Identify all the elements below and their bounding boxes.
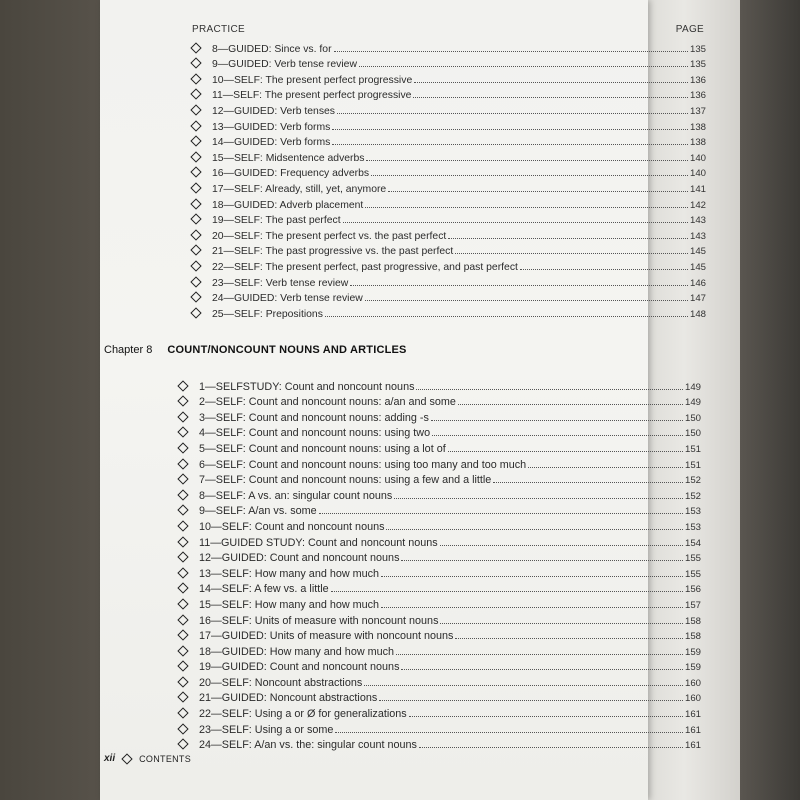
dot-leader — [319, 513, 683, 514]
toc-entry — [177, 533, 701, 549]
entry-page-number: 147 — [689, 293, 706, 305]
chapter-heading — [104, 344, 407, 356]
entry-label: 9—GUIDED: Verb tense review — [212, 59, 357, 71]
practice-list-chapter-8 — [177, 377, 701, 751]
diamond-icon — [190, 104, 201, 115]
dot-leader — [350, 285, 688, 286]
dot-leader — [431, 420, 683, 421]
diamond-icon — [177, 661, 188, 672]
diamond-icon — [190, 167, 201, 178]
dot-leader — [365, 207, 688, 208]
entry-page-number: 151 — [684, 443, 701, 455]
dot-leader — [440, 545, 683, 546]
dot-leader — [394, 498, 683, 499]
dot-leader — [413, 97, 688, 98]
toc-entry — [177, 486, 701, 502]
chapter-title: COUNT/NONCOUNT NOUNS AND ARTICLES — [167, 344, 407, 356]
entry-label: 19—SELF: The past perfect — [212, 215, 341, 227]
dot-leader — [379, 700, 683, 701]
entry-label: 10—SELF: Count and noncount nouns — [199, 520, 385, 533]
diamond-icon — [177, 739, 188, 750]
entry-label: 23—SELF: Using a or some — [199, 723, 334, 736]
diamond-icon — [190, 245, 201, 256]
entry-page-number: 149 — [684, 397, 701, 409]
diamond-icon — [177, 427, 188, 438]
dot-leader — [331, 591, 683, 592]
dot-leader — [455, 638, 683, 639]
toc-entry — [190, 226, 706, 242]
toc-entry — [177, 736, 701, 752]
entry-page-number: 136 — [689, 74, 706, 86]
entry-page-number: 161 — [684, 740, 701, 752]
dot-leader — [419, 747, 683, 748]
entry-page-number: 135 — [689, 43, 706, 55]
toc-entry — [190, 289, 706, 305]
entry-page-number: 143 — [689, 230, 706, 242]
running-footer-contents: CONTENTS — [139, 753, 192, 764]
dot-leader — [440, 623, 683, 624]
dot-leader — [343, 222, 688, 223]
column-header-row — [192, 24, 704, 38]
diamond-icon — [177, 598, 188, 609]
toc-entry — [177, 704, 701, 720]
toc-entry — [190, 242, 706, 258]
toc-entry — [190, 70, 706, 86]
entry-page-number: 150 — [684, 428, 701, 440]
dot-leader — [409, 716, 683, 717]
diamond-icon — [177, 583, 188, 594]
entry-label: 24—GUIDED: Verb tense review — [212, 293, 363, 305]
diamond-icon — [177, 723, 188, 734]
dot-leader — [386, 529, 683, 530]
diamond-icon — [190, 291, 201, 302]
dot-leader — [416, 389, 683, 390]
entry-page-number: 153 — [684, 506, 701, 518]
diamond-icon — [190, 89, 201, 100]
entry-label: 14—GUIDED: Verb forms — [212, 137, 331, 149]
dot-leader — [371, 175, 688, 176]
entry-label: 25—SELF: Prepositions — [212, 308, 323, 320]
dot-leader — [366, 160, 688, 161]
toc-entry — [177, 689, 701, 705]
book-page — [100, 0, 706, 800]
entry-label: 9—SELF: A/an vs. some — [199, 505, 317, 518]
entry-page-number: 136 — [689, 90, 706, 102]
entry-label: 11—GUIDED STUDY: Count and noncount nouns — [199, 536, 438, 549]
entry-label: 16—SELF: Units of measure with noncount nouns — [199, 614, 439, 627]
dot-leader — [332, 144, 688, 145]
dot-leader — [359, 66, 688, 67]
diamond-icon — [177, 458, 188, 469]
dot-leader — [414, 82, 688, 83]
entry-label: 12—GUIDED: Count and noncount nouns — [199, 552, 400, 565]
entry-page-number: 160 — [684, 693, 701, 705]
diamond-icon — [177, 692, 188, 703]
toc-entry — [177, 455, 701, 471]
diamond-icon — [177, 489, 188, 500]
entry-label: 21—SELF: The past progressive vs. the past perfect — [212, 246, 454, 258]
entry-label: 8—SELF: A vs. an: singular count nouns — [199, 489, 393, 502]
toc-entry — [190, 55, 706, 71]
diamond-icon — [190, 73, 201, 84]
entry-page-number: 157 — [684, 599, 701, 611]
toc-entry — [177, 377, 701, 393]
toc-entry — [177, 439, 701, 455]
entry-page-number: 161 — [684, 724, 701, 736]
diamond-icon — [190, 260, 201, 271]
dot-leader — [388, 191, 688, 192]
entry-label: 1—SELFSTUDY: Count and noncount nouns — [199, 380, 415, 393]
dot-leader — [337, 113, 688, 114]
toc-entry — [177, 611, 701, 627]
practice-column-header: PRACTICE — [192, 24, 245, 35]
entry-page-number: 140 — [689, 168, 706, 180]
diamond-icon — [177, 380, 188, 391]
entry-page-number: 148 — [689, 308, 706, 320]
entry-page-number: 161 — [684, 709, 701, 721]
entry-label: 18—GUIDED: Adverb placement — [212, 199, 364, 211]
dot-leader — [458, 404, 683, 405]
toc-entry — [190, 211, 706, 227]
toc-entry — [177, 720, 701, 736]
entry-label: 4—SELF: Count and noncount nouns: using two — [199, 427, 431, 440]
entry-label: 18—GUIDED: How many and how much — [199, 645, 395, 658]
diamond-icon — [121, 753, 132, 764]
entry-page-number: 151 — [684, 459, 701, 471]
entry-page-number: 143 — [689, 215, 706, 227]
diamond-icon — [177, 676, 188, 687]
toc-entry — [177, 627, 701, 643]
entry-page-number: 153 — [684, 521, 701, 533]
dot-leader — [335, 732, 683, 733]
diamond-icon — [190, 198, 201, 209]
dot-leader — [432, 435, 683, 436]
toc-entry — [190, 86, 706, 102]
entry-label: 17—SELF: Already, still, yet, anymore — [212, 183, 387, 195]
entry-page-number: 141 — [689, 183, 706, 195]
entry-page-number: 135 — [689, 59, 706, 71]
background-desk-right — [740, 0, 800, 800]
toc-entry — [190, 195, 706, 211]
page-footer — [104, 753, 191, 764]
diamond-icon — [190, 213, 201, 224]
entry-page-number: 138 — [689, 121, 706, 133]
entry-label: 20—SELF: The present perfect vs. the past perfect — [212, 230, 447, 242]
entry-label: 22—SELF: The present perfect, past progressive, and past perfect — [212, 261, 518, 273]
entry-page-number: 150 — [684, 412, 701, 424]
toc-entry — [177, 658, 701, 674]
entry-label: 6—SELF: Count and noncount nouns: using too many and too much — [199, 458, 527, 471]
toc-entry — [177, 502, 701, 518]
dot-leader — [381, 607, 683, 608]
entry-label: 5—SELF: Count and noncount nouns: using a lot of — [199, 442, 446, 455]
diamond-icon — [190, 42, 201, 53]
entry-page-number: 159 — [684, 646, 701, 658]
dot-leader — [334, 51, 688, 52]
toc-entry — [177, 642, 701, 658]
chapter-number: Chapter 8 — [104, 344, 153, 356]
entry-label: 16—GUIDED: Frequency adverbs — [212, 168, 370, 180]
toc-entry — [190, 117, 706, 133]
entry-page-number: 140 — [689, 152, 706, 164]
dot-leader — [365, 300, 688, 301]
entry-label: 3—SELF: Count and noncount nouns: adding -s — [199, 411, 429, 424]
toc-entry — [190, 39, 706, 55]
toc-entry — [177, 580, 701, 596]
dot-leader — [455, 253, 688, 254]
entry-label: 15—SELF: How many and how much — [199, 598, 380, 611]
dot-leader — [448, 451, 683, 452]
entry-page-number: 145 — [689, 261, 706, 273]
diamond-icon — [190, 120, 201, 131]
entry-page-number: 152 — [684, 490, 701, 502]
diamond-icon — [177, 629, 188, 640]
entry-label: 13—SELF: How many and how much — [199, 567, 380, 580]
entry-label: 20—SELF: Noncount abstractions — [199, 676, 363, 689]
toc-entry — [190, 273, 706, 289]
background-desk-left — [0, 0, 100, 800]
entry-page-number: 137 — [689, 105, 706, 117]
toc-entry — [190, 148, 706, 164]
entry-label: 12—GUIDED: Verb tenses — [212, 105, 336, 117]
toc-entry — [190, 133, 706, 149]
entry-page-number: 160 — [684, 677, 701, 689]
page-column-header: PAGE — [675, 24, 704, 35]
entry-label: 10—SELF: The present perfect progressive — [212, 74, 413, 86]
diamond-icon — [177, 645, 188, 656]
entry-page-number: 156 — [684, 584, 701, 596]
dot-leader — [528, 467, 683, 468]
entry-page-number: 152 — [684, 475, 701, 487]
dot-leader — [401, 560, 683, 561]
entry-label: 21—GUIDED: Noncount abstractions — [199, 692, 378, 705]
entry-page-number: 155 — [684, 553, 701, 565]
diamond-icon — [190, 135, 201, 146]
toc-entry — [190, 179, 706, 195]
diamond-icon — [177, 536, 188, 547]
entry-page-number: 145 — [689, 246, 706, 258]
toc-entry — [190, 304, 706, 320]
toc-entry — [177, 673, 701, 689]
diamond-icon — [177, 411, 188, 422]
diamond-icon — [190, 151, 201, 162]
entry-page-number: 138 — [689, 137, 706, 149]
toc-entry — [177, 549, 701, 565]
diamond-icon — [190, 229, 201, 240]
toc-entry — [177, 564, 701, 580]
toc-entry — [177, 408, 701, 424]
diamond-icon — [177, 505, 188, 516]
diamond-icon — [190, 276, 201, 287]
dot-leader — [325, 316, 688, 317]
toc-entry — [190, 257, 706, 273]
toc-entry — [177, 471, 701, 487]
toc-entry — [190, 101, 706, 117]
dot-leader — [401, 669, 683, 670]
diamond-icon — [177, 473, 188, 484]
entry-page-number: 154 — [684, 537, 701, 549]
diamond-icon — [177, 442, 188, 453]
toc-entry — [177, 393, 701, 409]
entry-label: 13—GUIDED: Verb forms — [212, 121, 331, 133]
toc-entry — [177, 517, 701, 533]
diamond-icon — [190, 182, 201, 193]
toc-entry — [190, 164, 706, 180]
diamond-icon — [177, 707, 188, 718]
diamond-icon — [177, 396, 188, 407]
dot-leader — [493, 482, 683, 483]
entry-label: 7—SELF: Count and noncount nouns: using a few and a little — [199, 474, 492, 487]
entry-page-number: 159 — [684, 662, 701, 674]
entry-page-number: 155 — [684, 568, 701, 580]
dot-leader — [332, 129, 688, 130]
practice-list-chapter-7 — [190, 39, 706, 320]
diamond-icon — [177, 551, 188, 562]
dot-leader — [364, 685, 683, 686]
dot-leader — [448, 238, 688, 239]
dot-leader — [381, 576, 683, 577]
entry-label: 8—GUIDED: Since vs. for — [212, 43, 332, 55]
diamond-icon — [177, 614, 188, 625]
dot-leader — [520, 269, 688, 270]
toc-entry — [177, 595, 701, 611]
toc-entry — [177, 424, 701, 440]
dot-leader — [396, 654, 683, 655]
entry-page-number: 149 — [684, 381, 701, 393]
entry-label: 19—GUIDED: Count and noncount nouns — [199, 661, 400, 674]
entry-label: 2—SELF: Count and noncount nouns: a/an and some — [199, 396, 456, 409]
entry-label: 23—SELF: Verb tense review — [212, 277, 349, 289]
entry-label: 14—SELF: A few vs. a little — [199, 583, 329, 596]
diamond-icon — [190, 307, 201, 318]
entry-label: 24—SELF: A/an vs. the: singular count nouns — [199, 739, 417, 752]
diamond-icon — [177, 520, 188, 531]
entry-label: 17—GUIDED: Units of measure with noncount nouns — [199, 630, 454, 643]
entry-page-number: 146 — [689, 277, 706, 289]
entry-page-number: 158 — [684, 615, 701, 627]
diamond-icon — [177, 567, 188, 578]
entry-label: 22—SELF: Using a or Ø for generalizations — [199, 708, 407, 721]
entry-label: 11—SELF: The present perfect progressive — [212, 90, 412, 102]
page-number-roman: xii — [104, 753, 116, 764]
entry-label: 15—SELF: Midsentence adverbs — [212, 152, 365, 164]
entry-page-number: 142 — [689, 199, 706, 211]
diamond-icon — [190, 58, 201, 69]
entry-page-number: 158 — [684, 631, 701, 643]
